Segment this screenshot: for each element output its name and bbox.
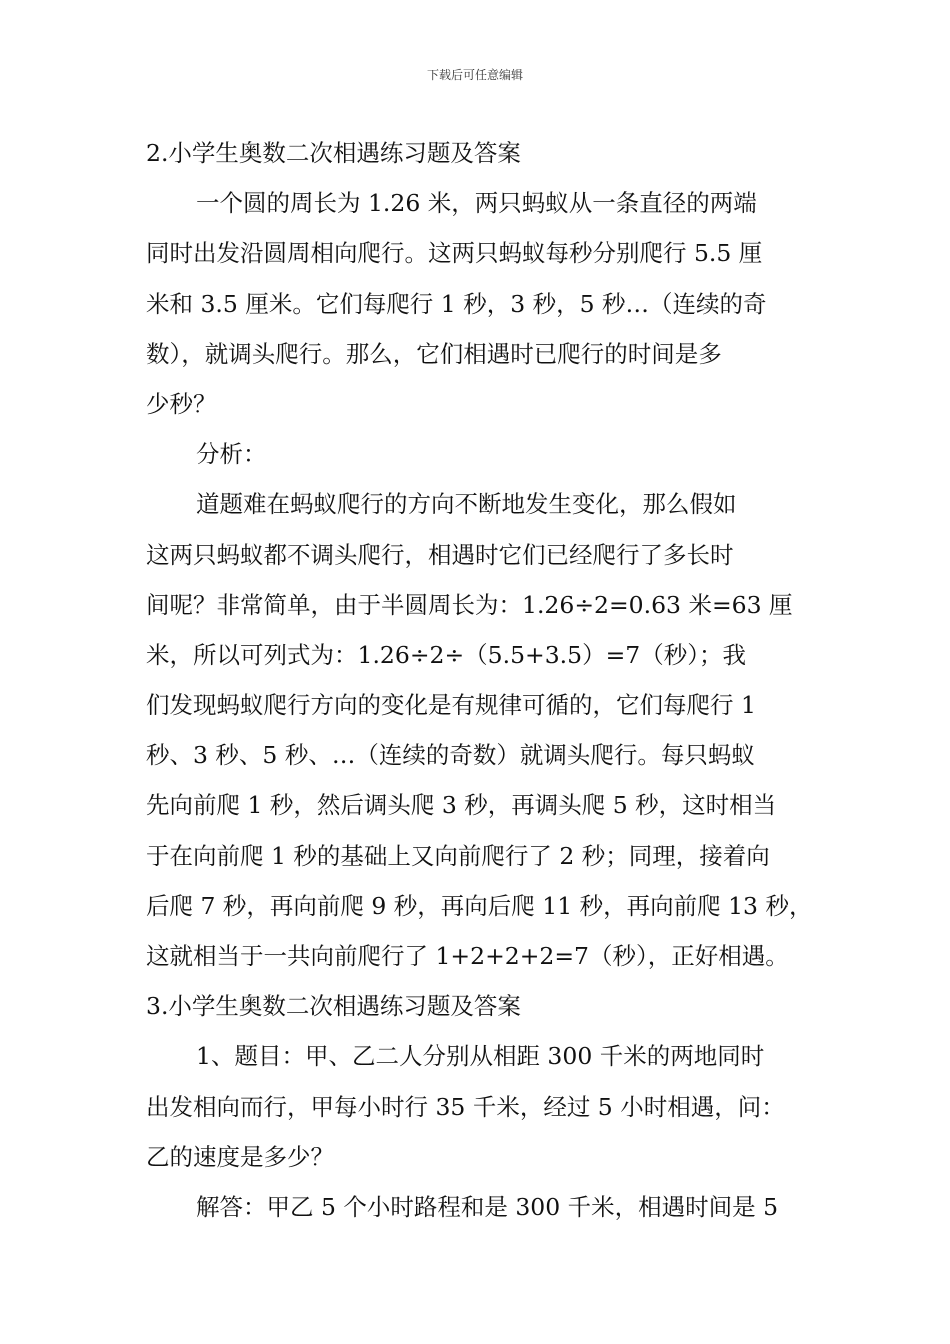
paragraph-line: 数），就调头爬行。那么，它们相遇时已爬行的时间是多 <box>146 339 722 368</box>
paragraph-line: 米，所以可列式为：1.26÷2÷（5.5+3.5）=7（秒）；我 <box>146 640 746 669</box>
paragraph-line: 1、题目：甲、乙二人分别从相距 300 千米的两地同时 <box>196 1042 765 1071</box>
paragraph-line: 一个圆的周长为 1.26 米，两只蚂蚁从一条直径的两端 <box>196 189 757 218</box>
document-body <box>146 128 826 1232</box>
paragraph-line: 秒、3 秒、5 秒、…（连续的奇数）就调头爬行。每只蚂蚁 <box>146 741 755 770</box>
page-header: 下载后可任意编辑 <box>426 68 523 82</box>
paragraph-line: 出发相向而行，甲每小时行 35 千米，经过 5 小时相遇，问： <box>146 1092 785 1121</box>
paragraph-line: 乙的速度是多少？ <box>146 1142 334 1171</box>
paragraph-line: 道题难在蚂蚁爬行的方向不断地发生变化，那么假如 <box>196 490 737 519</box>
paragraph-line: 这就相当于一共向前爬行了 1+2+2+2=7（秒），正好相遇。 <box>146 942 789 970</box>
analysis-label: 分析： <box>196 440 267 469</box>
section-heading: 2.小学生奥数二次相遇练习题及答案 <box>146 139 521 167</box>
paragraph-line: 们发现蚂蚁爬行方向的变化是有规律可循的，它们每爬行 1 <box>146 691 756 720</box>
paragraph-line: 少秒？ <box>146 389 217 418</box>
paragraph-line: 解答：甲乙 5 个小时路程和是 300 千米，相遇时间是 5 <box>196 1192 779 1221</box>
paragraph-line: 先向前爬 1 秒，然后调头爬 3 秒，再调头爬 5 秒，这时相当 <box>146 791 777 820</box>
paragraph-line: 米和 3.5 厘米。它们每爬行 1 秒，3 秒，5 秒…（连续的奇 <box>146 289 767 318</box>
paragraph-line: 这两只蚂蚁都不调头爬行，相遇时它们已经爬行了多长时 <box>146 540 734 569</box>
paragraph-line: 同时出发沿圆周相向爬行。这两只蚂蚁每秒分别爬行 5.5 厘 <box>146 239 763 268</box>
paragraph-line: 后爬 7 秒，再向前爬 9 秒，再向后爬 11 秒，再向前爬 13 秒， <box>146 891 813 920</box>
paragraph-line: 间呢？非常简单，由于半圆周长为：1.26÷2=0.63 米=63 厘 <box>146 590 793 619</box>
paragraph-line: 于在向前爬 1 秒的基础上又向前爬行了 2 秒；同理，接着向 <box>146 841 770 870</box>
section-heading: 3.小学生奥数二次相遇练习题及答案 <box>146 992 521 1021</box>
